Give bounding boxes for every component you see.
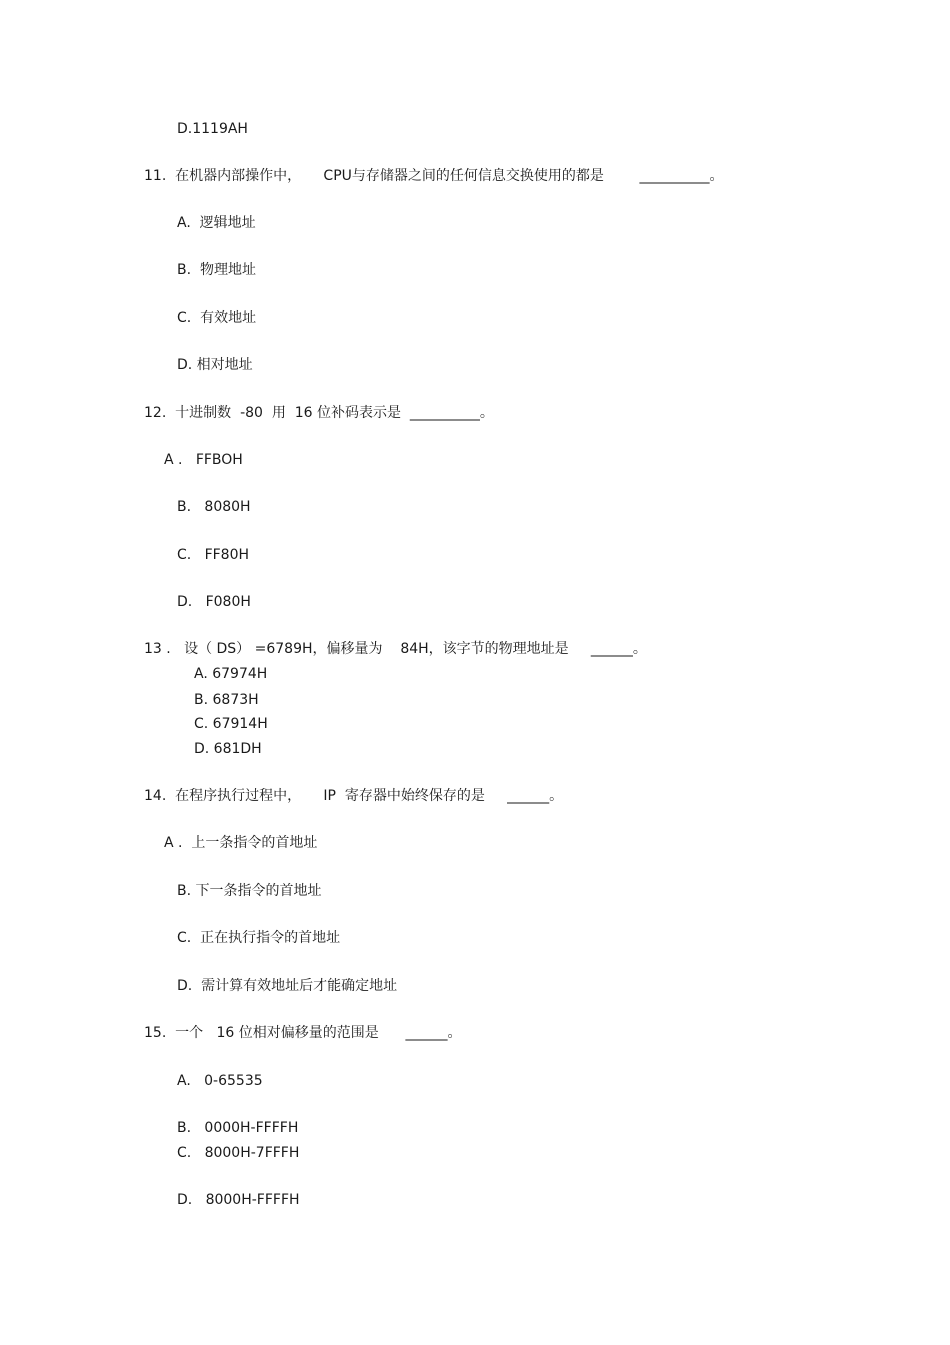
- q11-option-c: C. 有效地址: [177, 310, 257, 326]
- q14-option-b: B. 下一条指令的首地址: [177, 883, 322, 899]
- q15-option-c: C. 8000H-7FFFH: [177, 1145, 300, 1161]
- question-15: 15. 一个 16 位相对偏移量的范围是 ______。: [144, 1025, 462, 1041]
- q12-option-a: A . FFBOH: [164, 452, 243, 468]
- q10-option-d: D.1119AH: [177, 121, 248, 137]
- q14-option-d: D. 需计算有效地址后才能确定地址: [177, 978, 398, 994]
- q12-option-b: B. 8080H: [177, 499, 251, 515]
- q14-option-c: C. 正在执行指令的首地址: [177, 930, 341, 946]
- q12-option-d: D. F080H: [177, 594, 251, 610]
- q13-option-b: B. 6873H: [194, 692, 259, 708]
- q14-option-a: A . 上一条指令的首地址: [164, 835, 318, 851]
- q13-option-c: C. 67914H: [194, 716, 268, 732]
- q13-option-a: A. 67974H: [194, 666, 268, 682]
- q15-option-d: D. 8000H-FFFFH: [177, 1192, 300, 1208]
- question-14: 14. 在程序执行过程中， IP 寄存器中始终保存的是 ______。: [144, 788, 564, 804]
- q15-option-b: B. 0000H-FFFFH: [177, 1120, 299, 1136]
- q11-option-a: A. 逻辑地址: [177, 215, 256, 231]
- q15-option-a: A. 0-65535: [177, 1073, 263, 1089]
- q12-option-c: C. FF80H: [177, 547, 250, 563]
- question-12: 12. 十进制数 -80 用 16 位补码表示是 __________。: [144, 405, 494, 421]
- q11-option-b: B. 物理地址: [177, 262, 256, 278]
- question-13: 13 . 设（ DS） =6789H，偏移量为 84H，该字节的物理地址是 ______。: [144, 641, 647, 657]
- question-11: 11. 在机器内部操作中， CPU与存储器之间的任何信息交换使用的都是 __________。: [144, 168, 724, 184]
- q13-option-d: D. 681DH: [194, 741, 262, 757]
- q11-option-d: D. 相对地址: [177, 357, 253, 373]
